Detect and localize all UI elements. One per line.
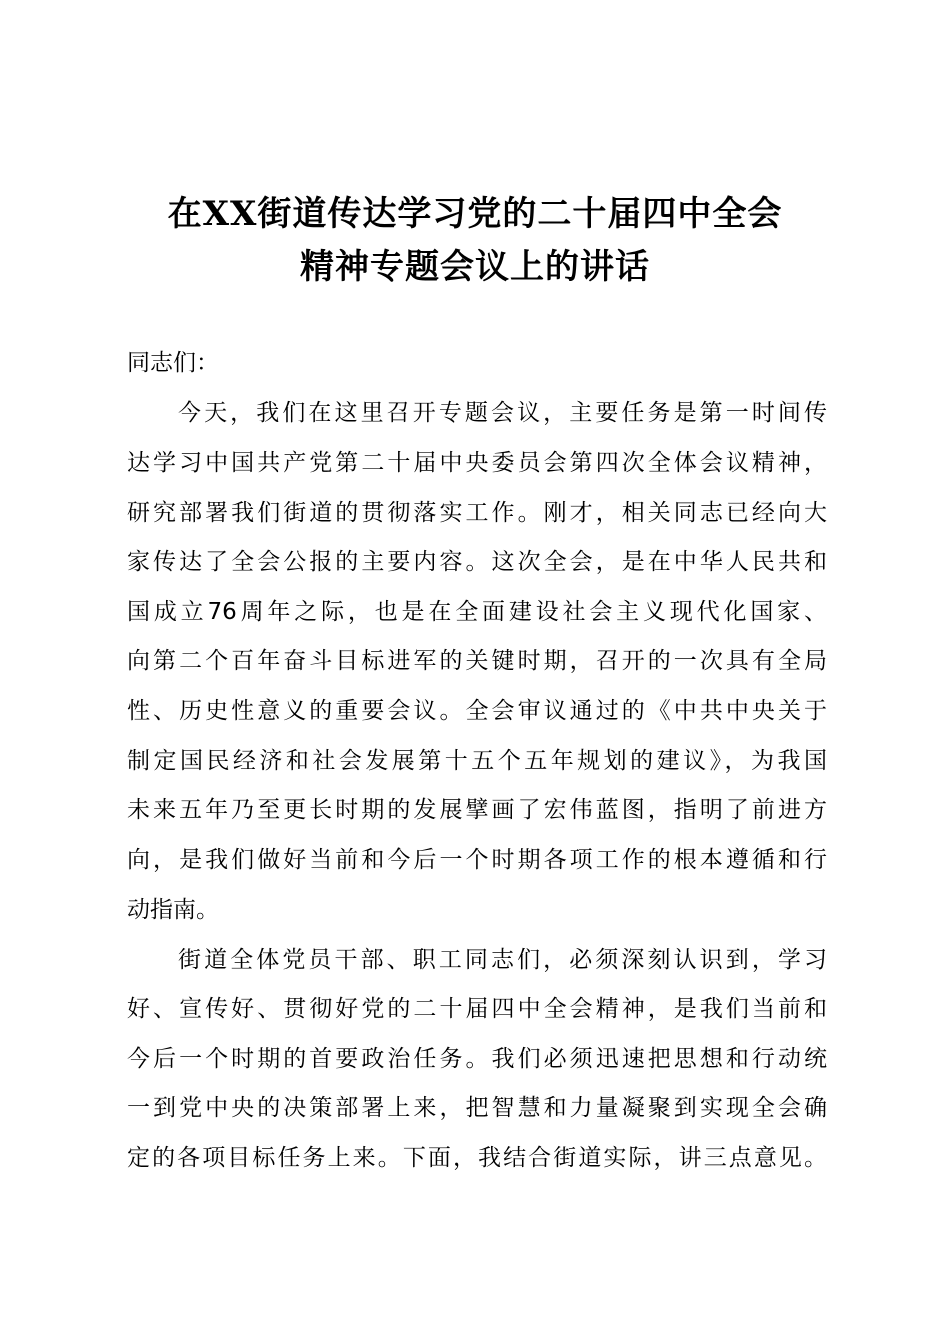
paragraph-line: 向第二个百年奋斗目标进军的关键时期，召开的一次具有全局 (127, 648, 827, 674)
paragraph-line: 达学习中国共产党第二十届中央委员会第四次全体会议精神， (127, 450, 827, 476)
paragraph-line: 定的各项目标任务上来。下面，我结合街道实际，讲三点意见。 (127, 1145, 827, 1171)
greeting: 同志们： (127, 350, 219, 376)
paragraph-line: 国成立76周年之际，也是在全面建设社会主义现代化国家、 (127, 599, 827, 625)
paragraph-line: 向，是我们做好当前和今后一个时期各项工作的根本遵循和行 (127, 847, 827, 873)
paragraph-line: 好、宣传好、贯彻好党的二十届四中全会精神，是我们当前和 (127, 996, 827, 1022)
paragraph-line: 一到党中央的决策部署上来，把智慧和力量凝聚到实现全会确 (127, 1095, 827, 1121)
paragraph-line: 性、历史性意义的重要会议。全会审议通过的《中共中央关于 (127, 698, 827, 724)
document-title-line-2: 精神专题会议上的讲话 (300, 247, 650, 287)
paragraph-line: 未来五年乃至更长时期的发展擘画了宏伟蓝图，指明了前进方 (127, 797, 827, 823)
paragraph-line: 动指南。 (127, 897, 219, 923)
paragraph-line: 今天，我们在这里召开专题会议，主要任务是第一时间传 (178, 400, 827, 426)
paragraph-line: 制定国民经济和社会发展第十五个五年规划的建议》，为我国 (127, 748, 827, 774)
document-title-line-1: 在XX街道传达学习党的二十届四中全会 (167, 194, 783, 234)
paragraph-line: 今后一个时期的首要政治任务。我们必须迅速把思想和行动统 (127, 1046, 827, 1072)
paragraph-line: 家传达了全会公报的主要内容。这次全会，是在中华人民共和 (127, 549, 827, 575)
paragraph-line: 研究部署我们街道的贯彻落实工作。刚才，相关同志已经向大 (127, 500, 827, 526)
paragraph-line: 街道全体党员干部、职工同志们，必须深刻认识到，学习 (178, 947, 827, 973)
